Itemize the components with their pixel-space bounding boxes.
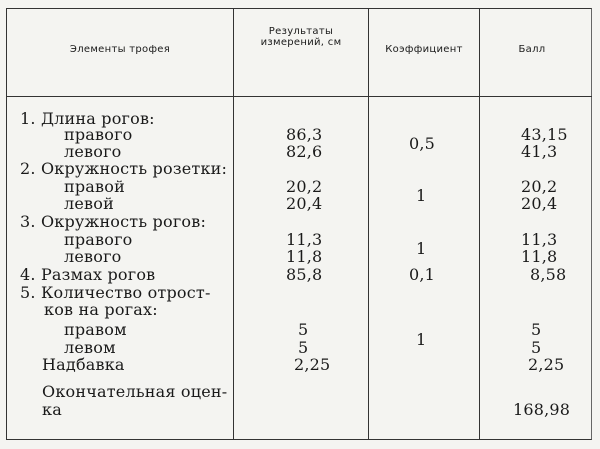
row-label: правом [64,320,127,339]
column-divider-3 [479,8,480,440]
row-measure: 2,25 [294,355,331,374]
row-label: левой [64,194,114,213]
row-label: 4. Размах рогов [20,265,156,284]
row-measure: 5 [298,320,309,339]
row-measure: 20,2 [286,177,323,196]
row-score: 168,98 [513,400,571,419]
header-score: Балл [518,44,546,55]
row-label: левого [64,142,122,161]
group-coef: 1 [416,330,427,349]
row-score: 11,8 [521,247,558,266]
column-divider-1 [233,8,234,440]
row-label: Окончательная оцен- [42,382,228,401]
header-coefficient: Коэффициент [385,44,463,55]
row-measure: 11,8 [286,247,323,266]
row-label: правого [64,230,133,249]
row-score: 5 [531,338,542,357]
row-score: 5 [531,320,542,339]
row-measure: 20,4 [286,194,323,213]
row-label: 3. Окружность рогов: [20,212,207,231]
row-label: ков на рогах: [44,300,158,319]
row-measure: 5 [298,338,309,357]
row-score: 2,25 [528,355,565,374]
row-measure: 82,6 [286,142,323,161]
row-measure: 11,3 [286,230,323,249]
header-measurements: Результаты измерений, см [260,26,342,48]
group-coef: 1 [416,186,427,205]
row-measure: 86,3 [286,125,323,144]
row-score: 41,3 [521,142,558,161]
row-label: ка [42,400,62,419]
row-label: 5. Количество отрост- [20,283,211,302]
header-divider [6,96,592,97]
group-coef: 0,5 [409,134,436,153]
row-label: правой [64,177,125,196]
row-score: 43,15 [521,125,568,144]
row-label: левого [64,247,122,266]
column-divider-2 [368,8,369,440]
row-score: 8,58 [530,265,567,284]
row-score: 20,4 [521,194,558,213]
row-label: Надбавка [42,355,125,374]
row-label: левом [64,338,116,357]
row-measure: 85,8 [286,265,323,284]
row-score: 20,2 [521,177,558,196]
row-label: правого [64,125,133,144]
row-label: 1. Длина рогов: [20,109,155,128]
row-score: 11,3 [521,230,558,249]
row-label: 2. Окружность розетки: [20,159,228,178]
header-elements: Элементы трофея [69,44,171,55]
row-coef: 0,1 [409,265,436,284]
group-coef: 1 [416,239,427,258]
